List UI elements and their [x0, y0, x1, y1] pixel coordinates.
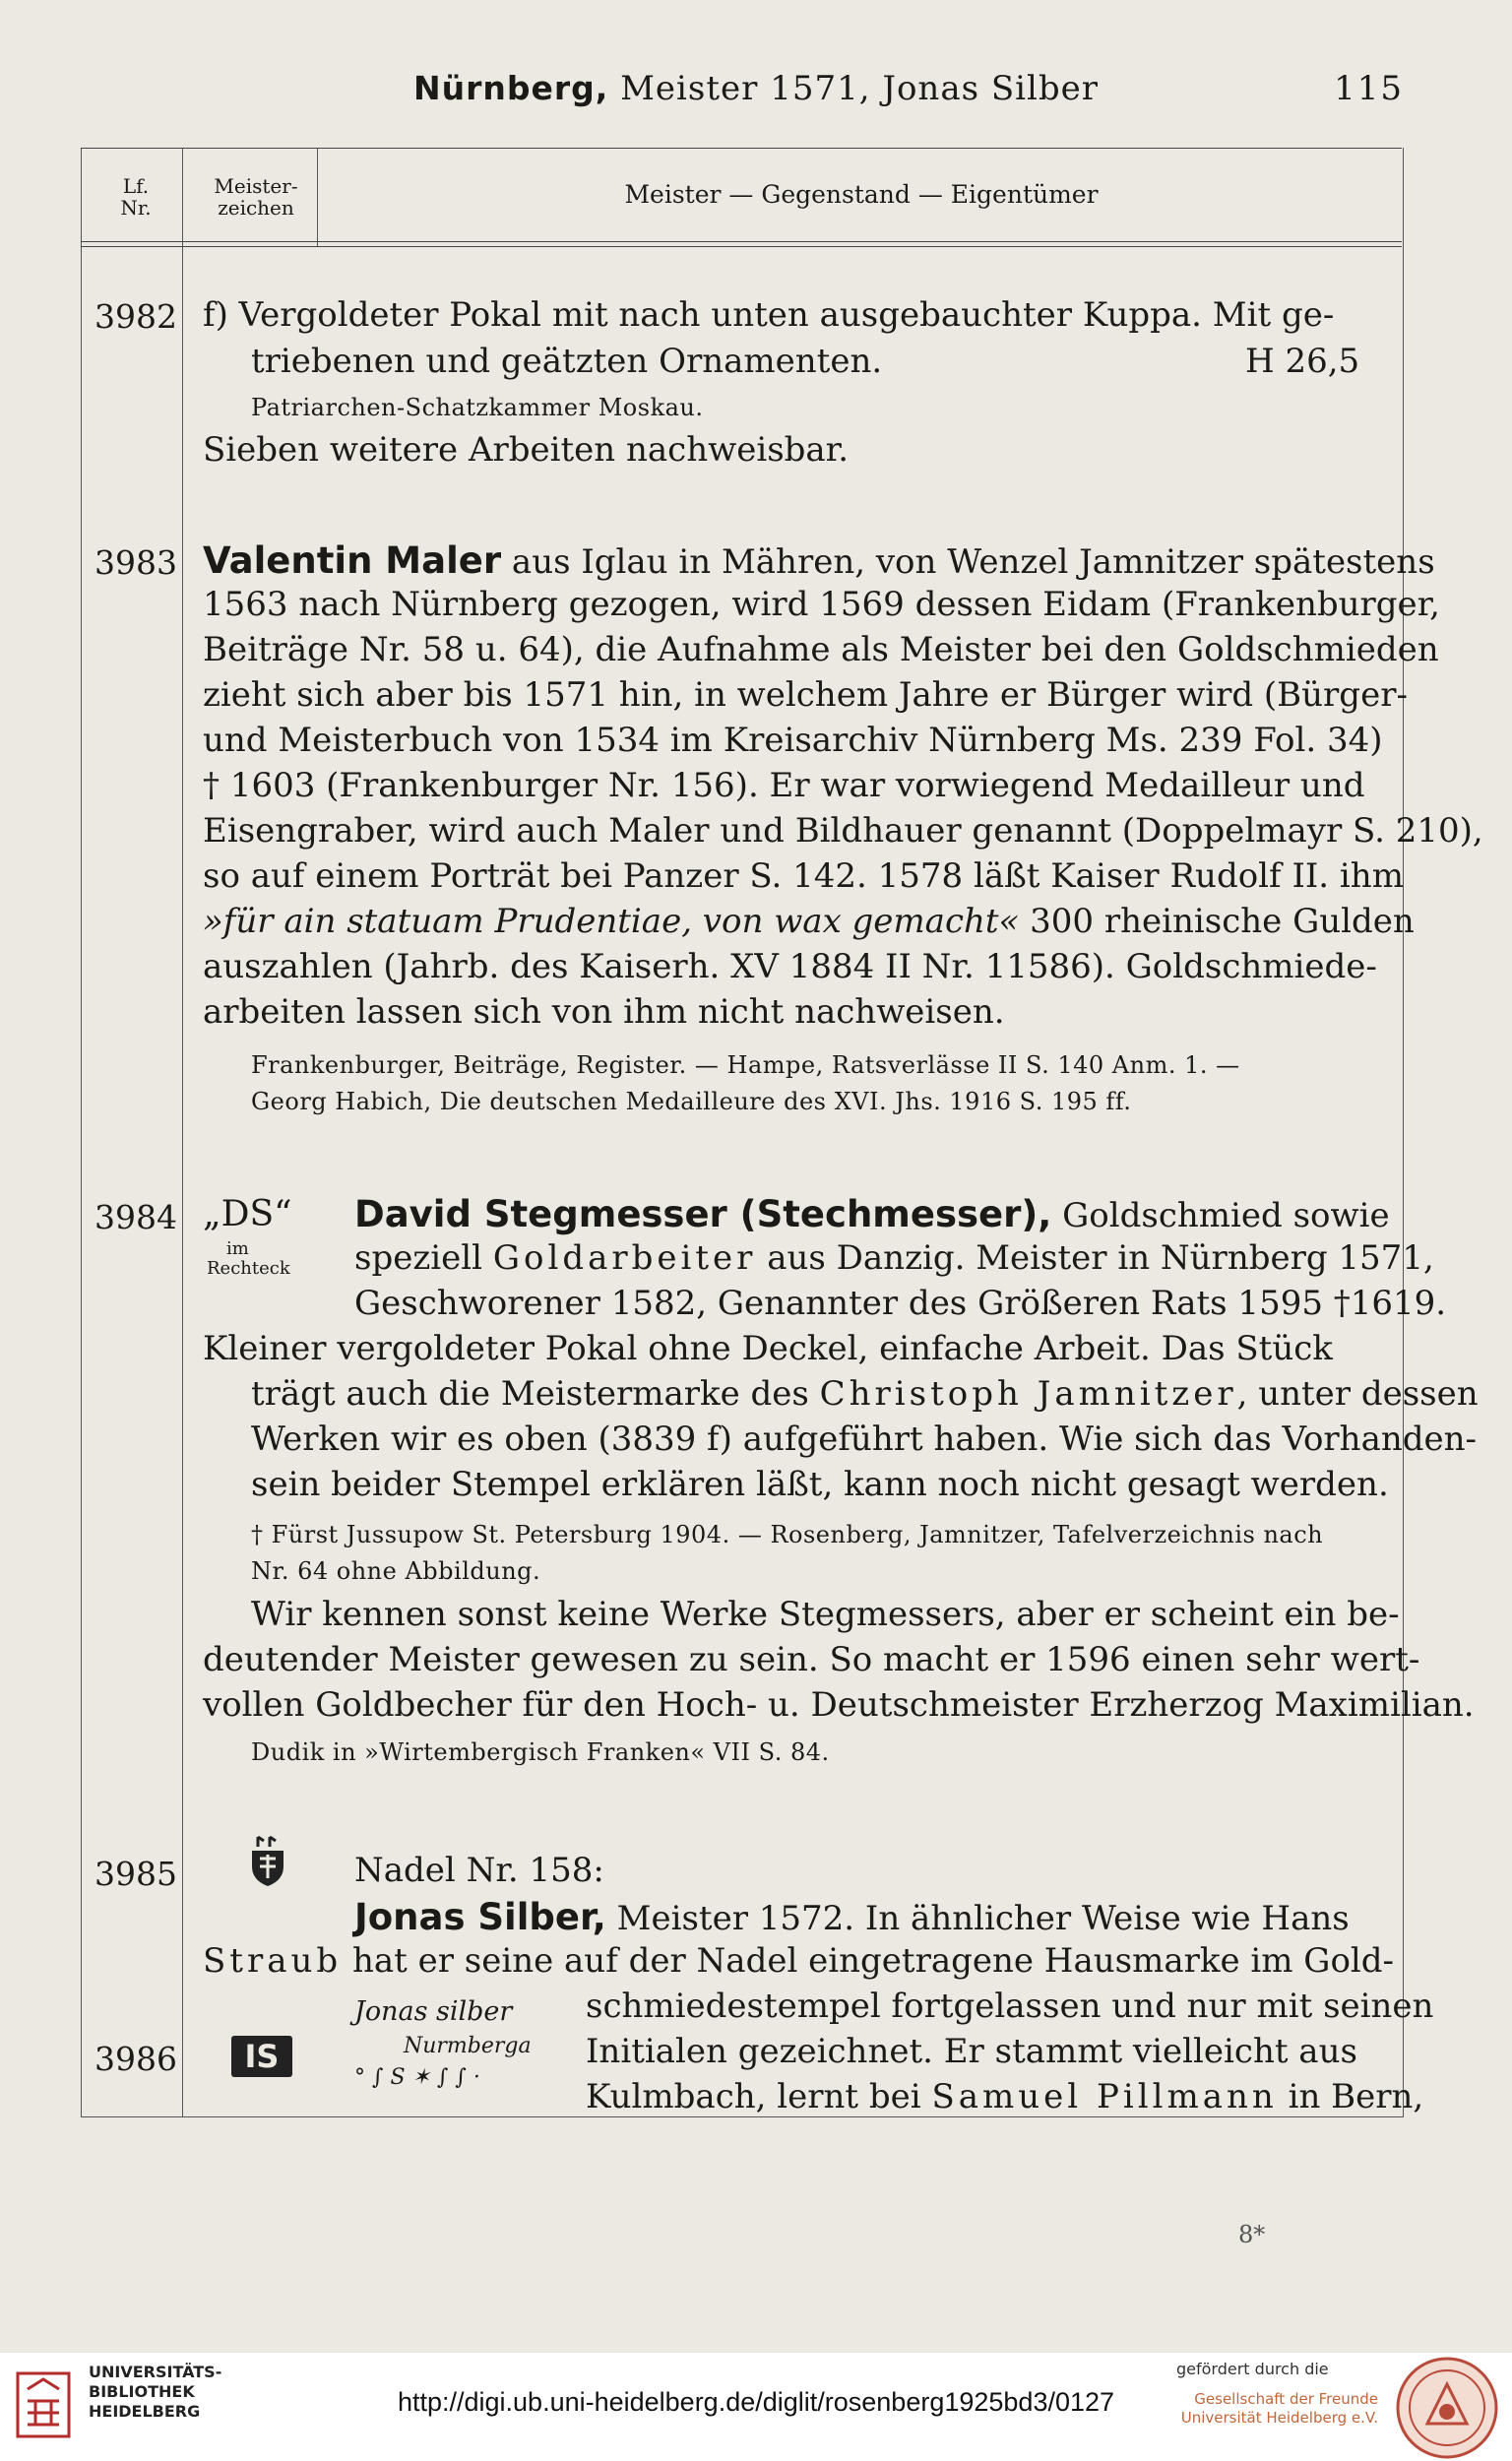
entry-3982-line-1: f) Vergoldeter Pokal mit nach unten ausgebauchter Kuppa. Mit ge- — [203, 295, 1335, 335]
entry-3984-line-1: David Stegmesser (Stechmesser), Goldschmied sowie — [354, 1193, 1390, 1235]
entry-3984-line-8: Wir kennen sonst keine Werke Stegmessers, aber er scheint ein be- — [251, 1595, 1400, 1634]
entry-3986-handwriting-1: Jonas silber — [354, 1996, 513, 2027]
entry-3985-line-6: Kulmbach, lernt bei Samuel Pillmann in Bern, — [586, 2077, 1424, 2116]
entry-3984-line-6: Werken wir es oben (3839 f) aufgeführt haben. Wie sich das Vorhanden- — [251, 1420, 1478, 1459]
table-top-rule — [81, 148, 1402, 149]
hausmarke-shield-icon — [248, 1833, 287, 1888]
entry-3985-line-1: Nadel Nr. 158: — [354, 1851, 604, 1890]
entry-3983-line-2: 1563 nach Nürnberg gezogen, wird 1569 dessen Eidam (Frankenburger, — [203, 585, 1440, 624]
entry-3983-line-5: und Meisterbuch von 1534 im Kreisarchiv Nürnberg Ms. 239 Fol. 34) — [203, 721, 1383, 760]
entry-3984-line-3: Geschworener 1582, Genannter des Größeren Rats 1595 †1619. — [354, 1284, 1447, 1323]
entry-3985-line-3: Straub hat er seine auf der Nadel eingetragene Hausmarke im Gold- — [203, 1941, 1395, 1981]
column-header-main: Meister — Gegenstand — Eigentümer — [624, 180, 1099, 209]
funded-by-label: gefördert durch die — [1176, 2360, 1329, 2378]
entry-3985-line-2: Jonas Silber, Meister 1572. In ähnlicher Weise wie Hans — [354, 1896, 1350, 1938]
entry-3985-line-4: schmiedestempel fortgelassen und nur mit seinen — [586, 1987, 1434, 2026]
entry-3983-line-7: Eisengraber, wird auch Maler und Bildhauer genannt (Doppelmayr S. 210), — [203, 811, 1483, 851]
column-divider-2 — [317, 148, 318, 246]
entry-3982-line-4: Sieben weitere Arbeiten nachweisbar. — [203, 430, 850, 470]
entry-3983-line-3: Beiträge Nr. 58 u. 64), die Aufnahme als Meister bei den Goldschmieden — [203, 630, 1439, 669]
entry-3983-line-1: Valentin Maler aus Iglau in Mähren, von Wenzel Jamnitzer spätestens — [203, 539, 1435, 582]
entry-3985-line-5: Initialen gezeichnet. Er stammt vielleicht aus — [586, 2032, 1357, 2071]
society-name: Gesellschaft der Freunde Universität Heidelberg e.V. — [1180, 2390, 1378, 2427]
entry-3983-line-11: arbeiten lassen sich von ihm nicht nachweisen. — [203, 992, 1005, 1032]
header-rule — [81, 241, 1402, 242]
entry-3982-owner: Patriarchen-Schatzkammer Moskau. — [251, 394, 704, 421]
sheet-signature: 8* — [1238, 2221, 1266, 2248]
entry-3983-refs-1: Frankenburger, Beiträge, Register. — Hampe, Ratsverlässe II S. 140 Anm. 1. — — [251, 1051, 1240, 1079]
entry-3984-line-4: Kleiner vergoldeter Pokal ohne Deckel, einfache Arbeit. Das Stück — [203, 1329, 1333, 1368]
running-title: Nürnberg, Meister 1571, Jonas Silber — [412, 69, 1100, 108]
entry-3984-line-9: deutender Meister gewesen zu sein. So macht er 1596 einen sehr wert- — [203, 1640, 1420, 1679]
entry-3984-line-10: vollen Goldbecher für den Hoch- u. Deutschmeister Erzherzog Maximilian. — [203, 1685, 1475, 1725]
university-seal-icon — [1393, 2355, 1501, 2461]
entry-3983-line-6: † 1603 (Frankenburger Nr. 156). Er war vorwiegend Medailleur und — [203, 766, 1365, 805]
entry-3983-line-8: so auf einem Porträt bei Panzer S. 142. 1578 läßt Kaiser Rudolf II. ihm — [203, 856, 1404, 896]
entry-3984-refs-1: † Fürst Jussupow St. Petersburg 1904. — Rosenberg, Jamnitzer, Tafelverzeichnis nach — [251, 1521, 1324, 1548]
page-number: 115 — [1334, 69, 1404, 108]
entry-3984-refs-2: Nr. 64 ohne Abbildung. — [251, 1557, 541, 1585]
library-name: UNIVERSITÄTS- BIBLIOTHEK HEIDELBERG — [89, 2363, 222, 2421]
entry-number-3984: 3984 — [94, 1198, 177, 1236]
entry-number-3983: 3983 — [94, 543, 177, 582]
column-header-lf: Lf. Nr. — [120, 174, 152, 220]
entry-3983-refs-2: Georg Habich, Die deutschen Medailleure des XVI. Jhs. 1916 S. 195 ff. — [251, 1088, 1132, 1115]
entry-3983-line-9: »für ain statuam Prudentiae, von wax gemacht« 300 rheinische Gulden — [203, 902, 1415, 941]
entry-3984-line-5: trägt auch die Meistermarke des Christoph Jamnitzer, unter dessen — [251, 1374, 1479, 1414]
source-url-link[interactable]: http://digi.ub.uni-heidelberg.de/diglit/rosenberg1925bd3/0127 — [397, 2387, 1115, 2417]
entry-number-3986: 3986 — [94, 2040, 177, 2078]
entry-3982-height: H 26,5 — [1245, 342, 1360, 381]
entry-3984-mark-note-2: Rechteck — [207, 1258, 290, 1279]
entry-3983-line-4: zieht sich aber bis 1571 hin, in welchem Jahre er Bürger wird (Bürger- — [203, 675, 1408, 715]
entry-3984-line-7: sein beider Stempel erklären läßt, kann noch nicht gesagt werden. — [251, 1465, 1389, 1504]
entry-3986-handwriting-2: Nurmberga — [404, 2034, 532, 2058]
column-divider-1 — [182, 148, 183, 2116]
entry-3984-line-2: speziell Goldarbeiter aus Danzig. Meister in Nürnberg 1571, — [354, 1238, 1434, 1278]
header-rule-double — [81, 246, 1402, 247]
column-header-meisterzeichen: Meister- zeichen — [214, 174, 298, 220]
entry-3983-line-10: auszahlen (Jahrb. des Kaiserh. XV 1884 II Nr. 11586). Goldschmiede- — [203, 947, 1377, 986]
entry-3984-mark-note-1: im — [226, 1238, 249, 1259]
entry-3986-mark: IS — [231, 2036, 292, 2077]
entry-3982-line-2: triebenen und geätzten Ornamenten. — [251, 342, 883, 381]
entry-3986-handwriting-3: ° ∫ S ✶ ∫ ∫ · — [354, 2065, 480, 2090]
entry-3984-refs-3: Dudik in »Wirtembergisch Franken« VII S. 84. — [251, 1738, 830, 1766]
entry-number-3982: 3982 — [94, 297, 177, 336]
entry-3984-mark: „DS“ — [203, 1194, 292, 1234]
entry-number-3985: 3985 — [94, 1855, 177, 1893]
